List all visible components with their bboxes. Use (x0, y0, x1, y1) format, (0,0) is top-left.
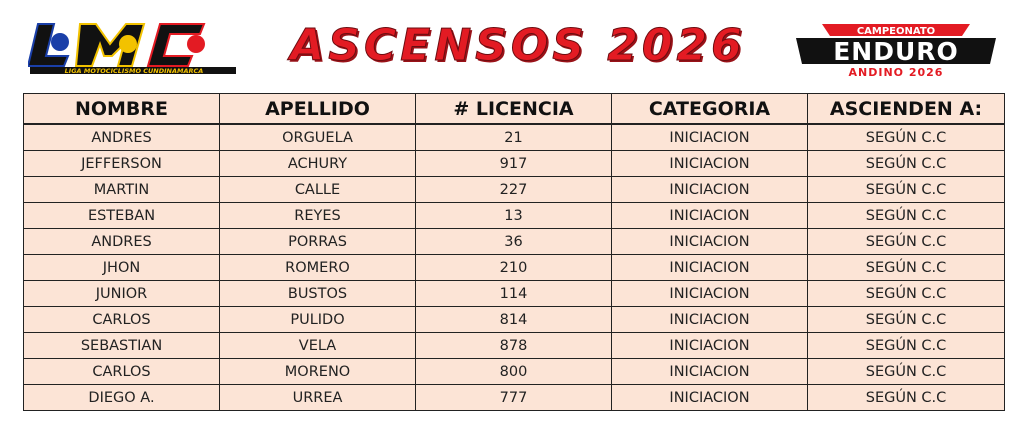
cell-nombre: DIEGO A. (24, 385, 220, 411)
table-row (24, 281, 1005, 307)
cell-categoria: INICIACION (612, 151, 808, 177)
cell-ascienden: SEGÚN C.C (808, 151, 1005, 177)
cell-categoria: INICIACION (612, 177, 808, 203)
table-row (24, 177, 1005, 203)
table-header-row (24, 94, 1005, 125)
cell-categoria: INICIACION (612, 229, 808, 255)
cell-licencia: 210 (416, 255, 612, 281)
cell-ascienden: SEGÚN C.C (808, 359, 1005, 385)
cell-ascienden: SEGÚN C.C (808, 229, 1005, 255)
cell-licencia: 21 (416, 124, 612, 151)
cell-licencia: 13 (416, 203, 612, 229)
cell-licencia: 114 (416, 281, 612, 307)
cell-nombre: ANDRES (24, 229, 220, 255)
column-header-nombre: NOMBRE (24, 94, 220, 125)
enduro-logo-bottom-text: ANDINO 2026 (848, 66, 944, 79)
cell-nombre: ANDRES (24, 124, 220, 151)
cell-licencia: 800 (416, 359, 612, 385)
cell-categoria: INICIACION (612, 255, 808, 281)
table-row (24, 229, 1005, 255)
cell-apellido: ROMERO (220, 255, 416, 281)
cell-ascienden: SEGÚN C.C (808, 281, 1005, 307)
cell-licencia: 227 (416, 177, 612, 203)
page-title: ASCENSOS 2026 (290, 20, 746, 71)
table-row (24, 333, 1005, 359)
lmc-logo-caption: LIGA MOTOCICLISMO CUNDINAMARCA (64, 67, 204, 74)
cell-apellido: VELA (220, 333, 416, 359)
cell-apellido: MORENO (220, 359, 416, 385)
cell-categoria: INICIACION (612, 203, 808, 229)
table-row (24, 359, 1005, 385)
cell-nombre: ESTEBAN (24, 203, 220, 229)
cell-categoria: INICIACION (612, 333, 808, 359)
ascensos-table (23, 93, 1005, 411)
table-row (24, 124, 1005, 151)
table-body (24, 124, 1005, 411)
enduro-logo-top-text: CAMPEONATO (856, 26, 936, 37)
table-row (24, 203, 1005, 229)
cell-apellido: PORRAS (220, 229, 416, 255)
enduro-logo-main-text: ENDURO (833, 37, 959, 66)
cell-categoria: INICIACION (612, 281, 808, 307)
cell-nombre: JEFFERSON (24, 151, 220, 177)
cell-licencia: 814 (416, 307, 612, 333)
table-row (24, 385, 1005, 411)
cell-categoria: INICIACION (612, 124, 808, 151)
column-header-categoria: CATEGORIA (612, 94, 808, 125)
table-row (24, 307, 1005, 333)
cell-nombre: SEBASTIAN (24, 333, 220, 359)
cell-nombre: JUNIOR (24, 281, 220, 307)
cell-apellido: BUSTOS (220, 281, 416, 307)
cell-nombre: CARLOS (24, 359, 220, 385)
cell-ascienden: SEGÚN C.C (808, 124, 1005, 151)
cell-ascienden: SEGÚN C.C (808, 333, 1005, 359)
enduro-logo (792, 14, 1000, 80)
cell-ascienden: SEGÚN C.C (808, 203, 1005, 229)
table-row (24, 151, 1005, 177)
cell-categoria: INICIACION (612, 359, 808, 385)
cell-nombre: MARTIN (24, 177, 220, 203)
column-header-licencia: # LICENCIA (416, 94, 612, 125)
column-header-apellido: APELLIDO (220, 94, 416, 125)
cell-nombre: JHON (24, 255, 220, 281)
cell-ascienden: SEGÚN C.C (808, 307, 1005, 333)
cell-categoria: INICIACION (612, 385, 808, 411)
cell-ascienden: SEGÚN C.C (808, 385, 1005, 411)
cell-ascienden: SEGÚN C.C (808, 177, 1005, 203)
cell-apellido: ORGUELA (220, 124, 416, 151)
cell-apellido: URREA (220, 385, 416, 411)
cell-nombre: CARLOS (24, 307, 220, 333)
table-row (24, 255, 1005, 281)
cell-ascienden: SEGÚN C.C (808, 255, 1005, 281)
cell-apellido: ACHURY (220, 151, 416, 177)
cell-apellido: PULIDO (220, 307, 416, 333)
cell-licencia: 917 (416, 151, 612, 177)
cell-licencia: 878 (416, 333, 612, 359)
cell-apellido: REYES (220, 203, 416, 229)
cell-categoria: INICIACION (612, 307, 808, 333)
cell-apellido: CALLE (220, 177, 416, 203)
cell-licencia: 777 (416, 385, 612, 411)
cell-licencia: 36 (416, 229, 612, 255)
column-header-ascienden: ASCIENDEN A: (808, 94, 1005, 125)
page-header (0, 0, 1024, 90)
lmc-logo (28, 22, 240, 74)
